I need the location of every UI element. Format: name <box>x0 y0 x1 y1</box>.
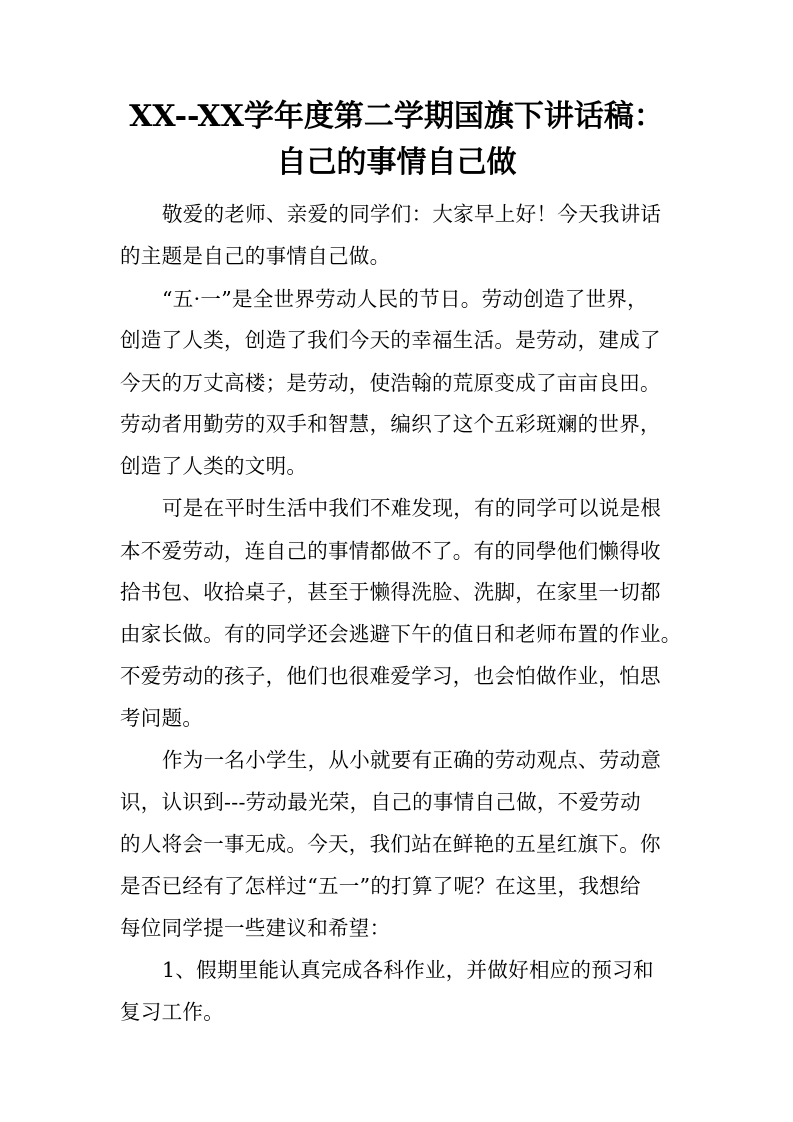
body-line: 考问题。 <box>120 706 204 730</box>
body-line: 今天的万丈高楼；是劳动，使浩翰的荒原变成了亩亩良田。 <box>120 371 661 395</box>
body-line: 劳动者用勤劳的双手和智慧，编织了这个五彩斑斓的世界， <box>120 412 661 436</box>
body-line: 复习工作。 <box>120 1000 224 1024</box>
body-line: 可是在平时生活中我们不难发现，有的同学可以说是根 <box>162 496 662 520</box>
body-line: 是否已经有了怎样过“五一”的打算了呢？在这里，我想给 <box>120 874 641 898</box>
body-line: 每位同学提一些建议和希望： <box>120 916 391 940</box>
body-line: 1、假期里能认真完成各科作业，并做好相应的预习和 <box>162 958 654 982</box>
body-line: 由家长做。有的同学还会逃避下午的值日和老师布置的作业。 <box>120 622 682 646</box>
body-line: 不爱劳动的孩子，他们也很难爱学习，也会怕做作业，怕思 <box>120 664 661 688</box>
body-line: 的主题是自己的事情自己做。 <box>120 244 391 268</box>
title-line-1: XX--XX学年度第二学期国旗下讲话稿： <box>129 99 664 134</box>
body-line: 作为一名小学生，从小就要有正确的劳动观点、劳动意 <box>162 748 662 772</box>
body-line: 创造了人类，创造了我们今天的幸福生活。是劳动，建成了 <box>120 328 661 352</box>
body-line: 的人将会一事无成。今天，我们站在鲜艳的五星红旗下。你 <box>120 832 661 856</box>
body-line: 拾书包、收拾桌子，甚至于懒得洗脸、洗脚，在家里一切都 <box>120 580 661 604</box>
body-line: 创造了人类的文明。 <box>120 454 308 478</box>
body-line: 敬爱的老师、亲爱的同学们：大家早上好！今天我讲话 <box>162 202 662 226</box>
body-line: 识，认识到---劳动最光荣，自己的事情自己做，不爱劳动 <box>120 790 641 814</box>
title-line-2: 自己的事情自己做 <box>276 145 517 180</box>
body-line: “五·一”是全世界劳动人民的节日。劳动创造了世界， <box>162 287 648 311</box>
body-line: 本不爱劳动，连自己的事情都做不了。有的同學他们懒得收 <box>120 539 661 563</box>
